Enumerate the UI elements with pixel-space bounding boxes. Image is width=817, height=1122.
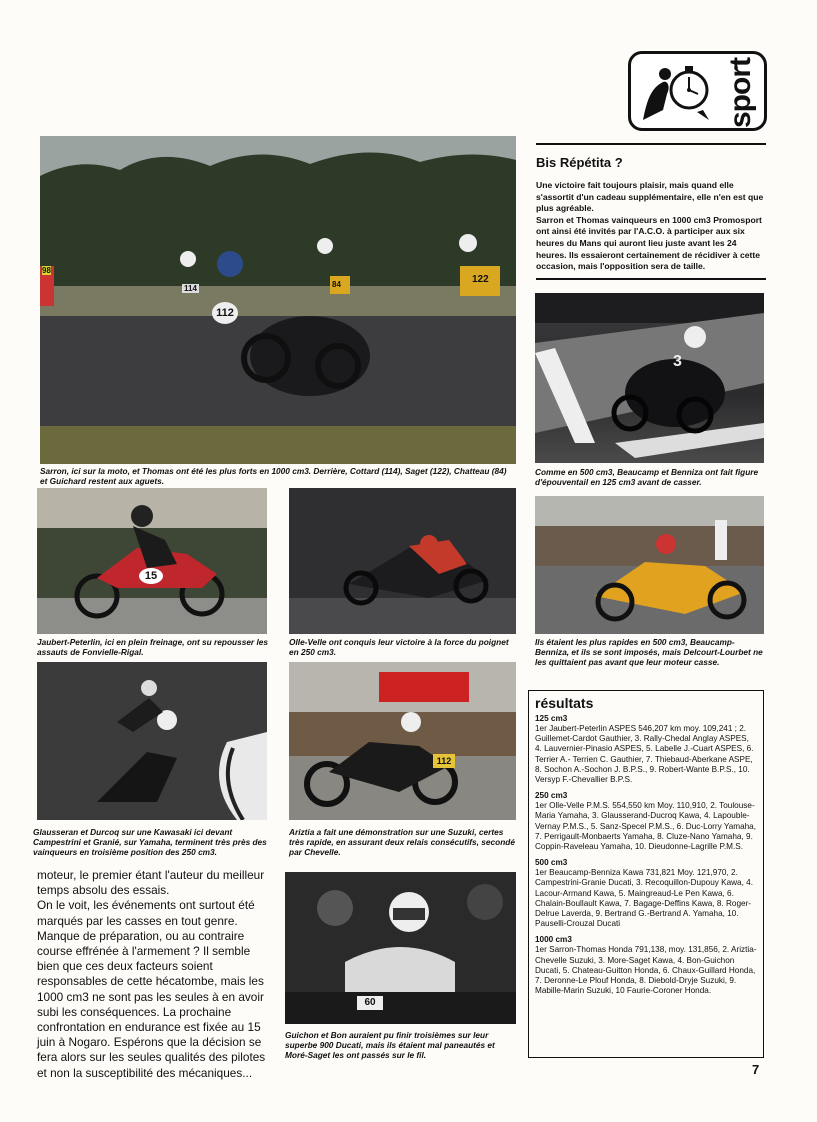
glausserand-caption: Glausseran et Durcoq sur une Kawasaki ici devant Campestrini et Granié, sur Yamaha, terminent très près des vainqueurs en troisième position des 250 cm3.: [33, 827, 267, 857]
article-body: [37, 868, 270, 1081]
ariztia-photo: [289, 662, 516, 820]
beaucamp-500-caption: Ils étaient les plus rapides en 500 cm3, Beaucamp-Benniza, et ils se sont imposés, mais Delcourt-Lourbet ne les quittaient pas avant que leur moteur casse.: [535, 637, 763, 667]
results-class-text: 1er Beaucamp-Benniza Kawa 731,821 Moy. 121,970, 2. Campestrini-Granie Ducati, 3. Recoquillon-Dupouy Kawa, 4. Lacour-Armand Kawa, 5. Maingreaud-Le Pen Kawa, 6. Chalain-Boullault Kawa, 7. Bagage-Deffins Kawa, 8. Roger-Delrue Laverda, 9. Bertrand G.-Bertrand A. Yamaha, 10. Pauselli-Crouzal Ducati: [535, 868, 753, 929]
sport-logo: [628, 51, 767, 131]
results-class-block: [535, 858, 757, 929]
race-number: 122: [472, 274, 489, 285]
olle-caption: Olle-Velle ont conquis leur victoire à la force du poignet en 250 cm3.: [289, 637, 509, 657]
sidebar-rule: [536, 278, 766, 280]
olle-photo: [289, 488, 516, 634]
header-rule: [536, 143, 766, 145]
results-class-label: 250 cm3: [535, 791, 568, 801]
sidebar-title: Bis Répétita ?: [536, 155, 623, 170]
race-number: 112: [433, 754, 455, 768]
results-class-label: 500 cm3: [535, 858, 568, 868]
article-paragraph: moteur, le premier étant l'auteur du meilleur temps absolu des essais.: [37, 868, 265, 898]
beaucamp-125-caption: Comme en 500 cm3, Beaucamp et Benniza ont fait figure d'épouventail en 125 cm3 avant de casser.: [535, 467, 759, 487]
results-class-label: 125 cm3: [535, 714, 568, 723]
results-class-block: [535, 935, 757, 996]
section-label: sport: [724, 58, 757, 128]
page-number: 7: [752, 1062, 760, 1077]
race-number: 114: [184, 284, 197, 293]
jaubert-photo: [37, 488, 267, 634]
results-class-text: 1er Sarron-Thomas Honda 791,138, moy. 131,856, 2. Ariztia-Chevelle Suzuki, 3. More-Saget Kawa, 4. Bon-Guichon Ducati, 5. Chateau-Guitton Honda, 6. Chaux-Guillard Honda, 7. Deronne-Le Plouf Honda, 8. Diebold-Dryje Suzuki, 9. Mabille-Marin Suzuki, 10 Faurie-Coroner Honda.: [535, 945, 757, 996]
beaucamp-125-photo: [535, 293, 764, 463]
main-photo-caption: Sarron, ici sur la moto, et Thomas ont été les plus forts en 1000 cm3. Derrière, Cottard (114), Saget (122), Chatteau (84) et Guichard restent aux aguets.: [40, 466, 507, 486]
sidebar-paragraph: Une victoire fait toujours plaisir, mais quand elle s'assortit d'un cadeau supplémentaire, elle n'en est que plus agréable.: [536, 180, 764, 214]
results-class-block: [535, 791, 757, 852]
results-title: résultats: [535, 695, 594, 711]
race-number: 3: [673, 353, 682, 370]
results-class-label: 1000 cm3: [535, 935, 572, 945]
guichon-photo: [285, 872, 516, 1024]
results-class-block: [535, 714, 757, 785]
results-class-text: 1er Olle-Velle P.M.S. 554,550 km Moy. 110,910, 2. Toulouse-Maria Yamaha, 3. Glausserand-Ducroq Kawa, 4. Lapouble-Vernay P.M.S., 5. Sanz-Specel P.M.S., 6. Duc-Lorry Yamaha, 7. Perrigault-Monbaerts Yamaha, 8. Cluze-Nano Yamaha, 9. Coppin-Raveleau Yamaha, 10. Dieudonne-Lagrille P.M.S.: [535, 801, 757, 852]
ariztia-caption: Ariztia a fait une démonstration sur une Suzuki, certes très rapide, en assurant deux relais consécutifs, secondé par Chevelle.: [289, 827, 515, 857]
stopwatch-runner-icon: [637, 60, 717, 124]
guichon-caption: Guichon et Bon auraient pu finir troisièmes sur leur superbe 900 Ducati, mais ils étaient mal paneautés et Moré-Saget les ont passés sur le fil.: [285, 1030, 495, 1060]
main-race-photo: [40, 136, 516, 464]
glausserand-photo: [37, 662, 267, 820]
results-box: [528, 690, 764, 1058]
race-number: 112: [212, 302, 238, 324]
race-number: 98: [42, 266, 51, 275]
results-class-text: 1er Jaubert-Peterlin ASPES 546,207 km moy. 109,241 ; 2. Guillemet-Cardot Gauthier, 3. Rally-Chedal Anglay ASPES, 4. Lauvernier-Pinasio ASPES, 5. Labelle J.-Cuart ASPES, 6. Terrier A.- Terrien C. Gauthier, 7. Thiebaud-Aberkane ASPE, 8. Sochon A.-Sochon J. B.P.S., 9. Robert-Wante B.P.S., 10. Versyp F.-Chevallier B.P.S.: [535, 724, 754, 785]
beaucamp-500-photo: [535, 496, 764, 634]
race-number: 60: [357, 996, 383, 1010]
article-paragraph: On le voit, les événements ont surtout été marqués par les casses en tout genre. Manque de préparation, ou au contraire course effrénée à l'armement ? Il semble bien que ces deux facteurs soient responsables de cette hécatombe, mais les 1000 cm3 ne sont pas les seules à en avoir subi les conséquences. La prochaine confrontation en endurance est fixée au 15 juin à Nogaro. Espérons que la décision se fera alors sur les seules qualités des pilotes et non la susceptibilité des mécaniques...: [37, 898, 266, 1080]
race-number: 84: [332, 280, 341, 289]
race-number: 15: [139, 568, 163, 584]
sidebar-paragraph: Sarron et Thomas vainqueurs en 1000 cm3 Promosport ont ainsi été invités par l'A.C.O. à participer aux six heures du Mans qui auront lieu juste avant les 24 heures. Ils essaieront certainement de récidiver à cette occasion, mais l'opposition sera de taille.: [536, 214, 762, 272]
sidebar-text: [536, 180, 766, 273]
jaubert-caption: Jaubert-Peterlin, ici en plein freinage, ont su repousser les assauts de Fonvielle-Rigal.: [37, 637, 268, 657]
